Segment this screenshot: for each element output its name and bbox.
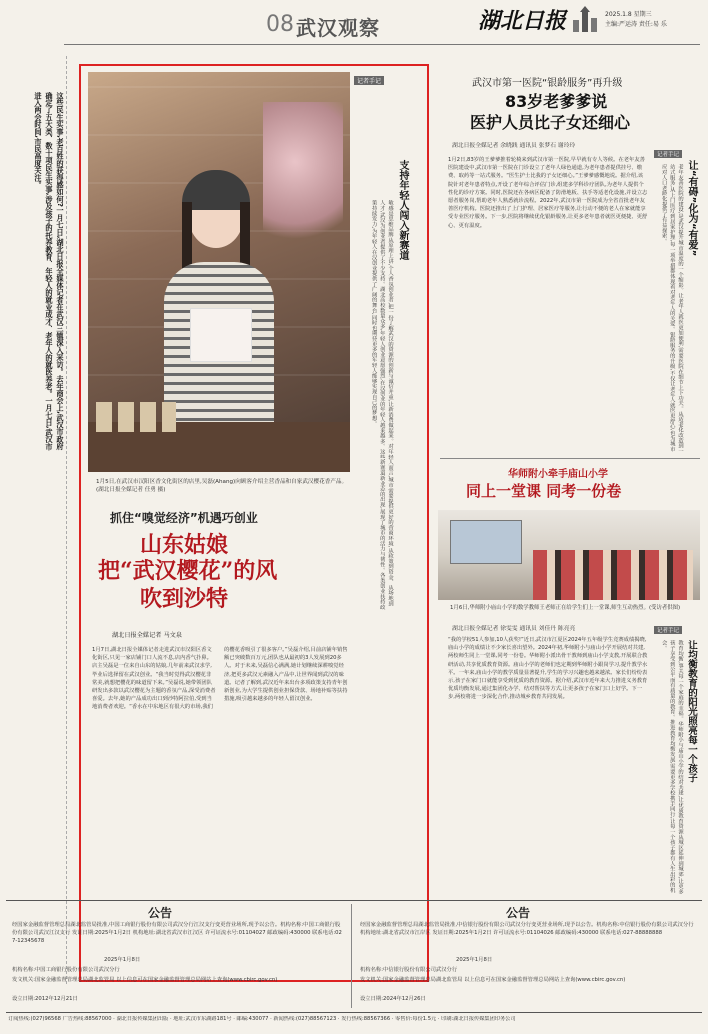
main-story-photo [88, 72, 350, 472]
story2-sidebar-tag: 记者手记 [654, 150, 682, 158]
notice-left-issuer: 机构名称:中国工商银行股份有限公司武汉分行 [12, 967, 120, 973]
cherry-blossom-display [263, 102, 343, 252]
photo-caption: 1月5日,在武汉市汉阳区香文化街区的店里,吴磊(Ahang)向顾客介绍主营香品和自家武汉樱花香产品。(湖北日报全媒记者 任勇 摄) [96, 479, 348, 493]
sidebar-body: 敏感是思维品牌从原理上讲,个人香氛创业者,把一份了解武汉的资源的创新与诚信并重,让新消费做起来。对年轻人而言,城市需要提供更好的营商环境,从政策到资金、从场地到人才,武汉为创业者提供了不少支持。湖北高校数量众多,年轻人创业意愿强烈,在汉创业的年轻人越来越多。这些新赛道新业态的出现,展现了城市的活力与韧性。各类创业扶持政策持续发力,为年轻人在汉创业提供了广阔的舞台,同时也期待更多的年轻人能够实现自己的梦想。 [370, 200, 393, 610]
story3-sidebar-title: 让均衡教育的阳光照亮每一个孩子 [686, 640, 697, 783]
story2-divider [440, 458, 700, 459]
story3-byline: 湖北日报全媒记者 徐雯雯 通讯员 刘佳丹 陈亮亮 [452, 626, 576, 632]
notice-right-body: 经国家金融监督管理总局湖北监管局批准,中信银行股份有限公司武汉分行变更营业场所,现予以公告。机构名称:中信银行股份有限公司武汉分行 机构地址:湖北省武汉市江岸区 发证日期:2025年1月2日 许可证流水号:01104026 邮政编码:430000 联系电话:027-88888888 [360, 922, 694, 937]
story3-headline: 同上一堂课 同考一份卷 [466, 482, 622, 500]
notice-left-date: 2025年1月8日 [104, 957, 141, 963]
notice-left-body: 经国家金融监督管理总局湖北监管局批准,中国工商银行股份有限公司武汉分行江汉支行变更营业场所,现予以公告。机构名称:中国工商银行股份有限公司武汉江汉支行 发证日期:2025年1月2日 机构地址:湖北省武汉市江汉区 许可证流水号:01104027 邮政编码:430000 联系电话:027-12345678 [12, 922, 342, 945]
section-title: 武汉观察 [296, 16, 380, 40]
notice-right [356, 904, 700, 1008]
story2-kicker: 武汉市第一医院“银龄服务”再升级 [472, 78, 623, 89]
byline: 湖北日报全媒记者 马文泉 [112, 632, 183, 639]
story3-sidebar-body: 教育均衡,事关每一个家庭的幸福。华师附小与庙山小学的结对共建,让优质教育资源从城区延伸到城郊,让更多孩子享受到公平而有质量的教育。推进教育均衡发展,需要更多学校携手同行,让每一个孩子都有人生出彩的机会。 [660, 640, 683, 895]
headline-line-3: 吹到沙特 [140, 586, 229, 612]
headline-line-1: 山东姑娘 [140, 532, 229, 558]
notice-right-title: 公告 [506, 906, 531, 920]
notice-left-title: 公告 [148, 906, 173, 920]
sub-headline: 抓住“嗅觉经济”机遇巧创业 [110, 511, 258, 525]
masthead-logo: 湖北日报 [478, 8, 567, 34]
notice-right-set-date: 设立日期:2024年12月26日 [360, 996, 426, 1002]
story3-sidebar-tag: 记者手记 [654, 626, 682, 634]
story3-body: “我的学校51人参加,10人获奖!”近日,武汉市江夏区2024年五年级学生竞赛成绩揭晓,庙山小学的成绩让不少家长喜出望外。2024年初,华师附小与庙山小学开展结对共建,两校师生同上一堂课,同考一份卷。华师附小派出骨干教师到庙山小学支教,开展联合教研活动,共享优质教育资源。庙山小学的老师们也定期到华师附小跟岗学习,提升教学水平。一年来,庙山小学的教学质量显著提升,学生的学习兴趣也越来越浓。家长们纷纷表示,孩子在家门口就能享受到优质的教育资源。据介绍,武汉市近年来大力推进义务教育优质均衡发展,通过集团化办学、结对帮扶等方式,让更多孩子在家门口上好学。下一步,两校将进一步深化合作,推动城乡教育共同发展。 [448, 637, 648, 701]
notices-divider [6, 900, 702, 901]
sidebar-title: 支持年轻人闯入新赛道 [397, 160, 408, 260]
headline-line-2: 把“武汉樱花”的风 [98, 558, 278, 584]
story2-headline: 83岁老爹爹说 [505, 92, 608, 111]
story2-headline-2: 医护人员比子女还细心 [470, 113, 631, 132]
masthead [0, 0, 708, 52]
product-box [190, 308, 252, 362]
footer-divider [6, 1012, 702, 1013]
person-hair-right [240, 202, 250, 272]
notice-right-note: 发文机关:国家金融监督管理总局湖北监管局 以上信息可在国家金融监督管理总局网站上查询(www.cbirc.gov.cn) [360, 977, 626, 983]
classroom-screen [450, 520, 522, 564]
story2-byline: 湖北日报全媒记者 余晓践 通讯员 张梦石 谢玲玲 [452, 143, 576, 149]
skyline-logo-icon [570, 6, 600, 36]
editor-line: 主编:严运涛 责任:易 乐 [605, 21, 667, 28]
notice-left-set-date: 设立日期:2012年12月21日 [12, 996, 78, 1002]
story2-sidebar-body: 老年友善医院的建设,是武汉提升城市温度的一个缩影。让老年人就医更加便利,需要医院在细节上下功夫。从适老化改造到一站式服务,从上门医疗到居家护理,每一项举措都体现着对老年人的关爱。银龄服务的升级,不仅让老年人就医更舒心,也为城市应对人口老龄化提供了有益探索。 [660, 164, 683, 454]
story3-kicker: 华师附小牵手庙山小学 [508, 469, 608, 480]
students-row [533, 550, 693, 600]
left-column-text: 这些民生实事,老百姓的获得感如何?一月七日,湖北日报全媒体记者在武汉三镇深入采访。去年商会上,武汉市政府确定了五大类、数十项民生实事,涉及孩子的托养教育、年轻人的就业成才、老年人的就医养老。一月七日,武汉市进入两会时间,市民高度关注。 [34, 92, 65, 451]
story3-photo [438, 510, 700, 600]
issue-date: 2025.1.8 星期三 [605, 11, 652, 18]
notice-right-issuer: 机构名称:中信银行股份有限公司武汉分行 [360, 967, 458, 973]
page-number: 08 [266, 12, 294, 37]
story2-sidebar-title: 让“有碍”化为“有爱” [686, 160, 697, 257]
story2-body: 1月2日,83岁的王爹爹推着轮椅来到武汉市第一医院,早早就有专人等候。在老年友善医院建设中,武汉市第一医院在门诊设立了老年人绿色通道,为老年患者提供挂号、缴费、取药等一站式服务。“医生护士比我的子女还细心。”王爹爹感慨地说。据介绍,该院针对老年患者特点,开设了老年综合评估门诊,组建多学科诊疗团队,为老年人提供个性化的诊疗方案。同时,医院还在各病区配备了防滑地板、扶手等适老化设施,并设立志愿者服务岗,帮助老年人熟悉就诊流程。2022年,武汉市第一医院成为全省首批老年友善医疗机构。医院还推出了上门护理、居家医疗等服务,让行动不便的老人在家就能享受专业医疗服务。下一步,医院将继续优化银龄服务,让更多老年患者就医更便捷、更舒心、更有温度。 [448, 157, 648, 229]
notice-left [8, 904, 346, 1008]
notice-separator [351, 904, 352, 1008]
notice-right-date: 2025年1月8日 [456, 957, 493, 963]
story3-photo-caption: 1月6日,华师附小庙山小学的数学教师王老师正在给学生们上一堂课,师生互动热烈。(受访者供图) [450, 605, 681, 611]
main-story-body: 1月7日,湖北日报全媒体记者走进武汉市汉阳区香文化街区,只见一家店铺门口人流不息,店内香气扑鼻。店主吴磊是一位来自山东的姑娘,几年前来武汉求学,毕业后选择留在武汉创业。“我当时觉得武汉樱花非常美,就想把樱花的味道留下来。”吴磊说,她带领团队研发出多款以武汉樱花为主题的香氛产品,深受消费者喜爱。去年,她的产品成功出口到沙特阿拉伯,受到当地消费者欢迎。“香水在中东地区有很大的市场,我们的樱花香吸引了很多客户。”吴磊介绍,目前店铺年销售额已突破数百万元,团队也从最初的3人发展到20多人。对于未来,吴磊信心满满,她计划继续深耕嗅觉经济,把更多武汉元素融入产品中,让世界闻到武汉的味道。记者了解到,武汉近年来出台多项政策支持青年创新创业,为大学生提供创业担保贷款、场地补贴等扶持措施,吸引越来越多的年轻人留汉创业。 [92, 647, 348, 711]
masthead-divider [64, 44, 700, 45]
sidebar-tag: 记者手记 [354, 76, 384, 85]
perfume-jars [96, 402, 176, 432]
footer-text: 订阅热线:(027)96568 广告热线:88567000 · 湖北日报传媒集团出版 · 地址:武汉市东湖路181号 · 邮编:430077 · 新闻热线:(027)88567123 · 发行热线:88567366 · 零售价:每份1.5元 · 印刷:湖北日报传媒集团印务公司 [8, 1016, 516, 1022]
left-dashed-border [66, 56, 68, 984]
person-hair [182, 202, 192, 272]
notice-left-note: 发文机关:国家金融监督管理总局湖北监管局 以上信息可在国家金融监督管理总局网站上查询(www.cbirc.gov.cn) [12, 977, 278, 983]
